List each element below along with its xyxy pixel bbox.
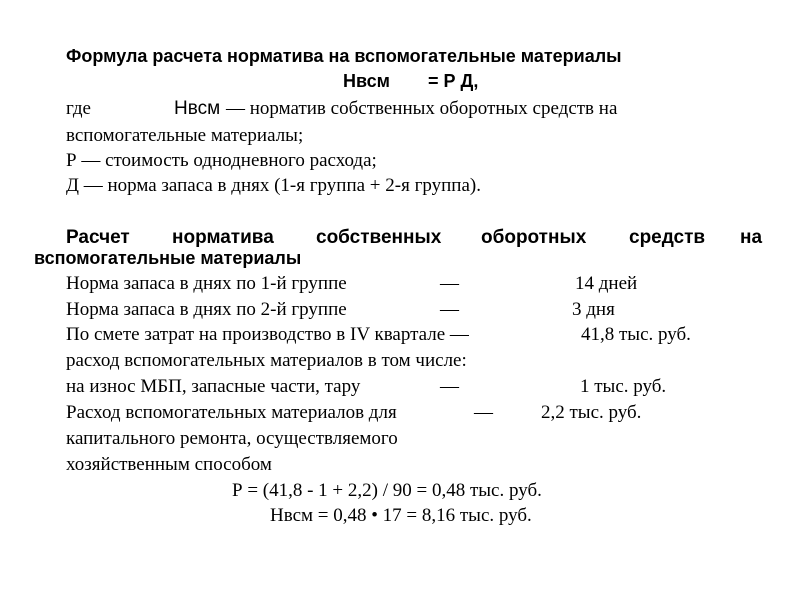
row-label: Норма запаса в днях по 2-й группе [66, 299, 347, 320]
calc-heading-word: на [740, 227, 763, 248]
formula-lhs: Нвсм [343, 71, 390, 91]
p-definition: Р — стоимость однодневного расхода; [66, 150, 377, 171]
calc-heading-word: норматива [172, 227, 274, 248]
row-dash: — [440, 299, 459, 320]
calc-heading-line2: вспомогательные материалы [34, 248, 302, 268]
row-dash: — [474, 402, 493, 423]
row-label: Расход вспомогательных материалов для [66, 402, 397, 423]
n-result-formula: Нвсм = 0,48 • 17 = 8,16 тыс. руб. [270, 505, 532, 526]
nvsm-term: Нвсм [174, 98, 221, 119]
row-label: хозяйственным способом [66, 454, 272, 475]
d-definition: Д — норма запаса в днях (1-я группа + 2-я группа). [66, 175, 481, 196]
row-label: на износ МБП, запасные части, тару [66, 376, 361, 397]
row-label: Норма запаса в днях по 1-й группе [66, 273, 347, 294]
nvsm-definition-cont: вспомогательные материалы; [66, 125, 304, 146]
calc-heading-word: Расчет [66, 227, 130, 248]
row-label: расход вспомогательных материалов в том числе: [66, 350, 467, 371]
p-result-formula: Р = (41,8 - 1 + 2,2) / 90 = 0,48 тыс. руб. [232, 480, 542, 501]
row-dash: — [440, 376, 459, 397]
row-dash: — [440, 273, 459, 294]
page-title: Формула расчета норматива на вспомогательные материалы [66, 46, 622, 66]
where-label: где [66, 98, 91, 119]
calc-heading-word: средств [629, 227, 706, 248]
formula-rhs: = Р Д, [428, 71, 479, 91]
row-label: По смете затрат на производство в IV квартале — [66, 324, 469, 345]
row-value: 1 тыс. руб. [580, 376, 667, 397]
row-value: 14 дней [575, 273, 638, 294]
row-value: 41,8 тыс. руб. [581, 324, 691, 345]
row-value: 2,2 тыс. руб. [541, 402, 642, 423]
row-value: 3 дня [572, 299, 615, 320]
calc-heading-word: оборотных [481, 227, 587, 248]
row-label: капитального ремонта, осуществляемого [66, 428, 398, 449]
nvsm-definition: — норматив собственных оборотных средств на [226, 98, 618, 119]
calc-heading-word: собственных [316, 227, 442, 248]
